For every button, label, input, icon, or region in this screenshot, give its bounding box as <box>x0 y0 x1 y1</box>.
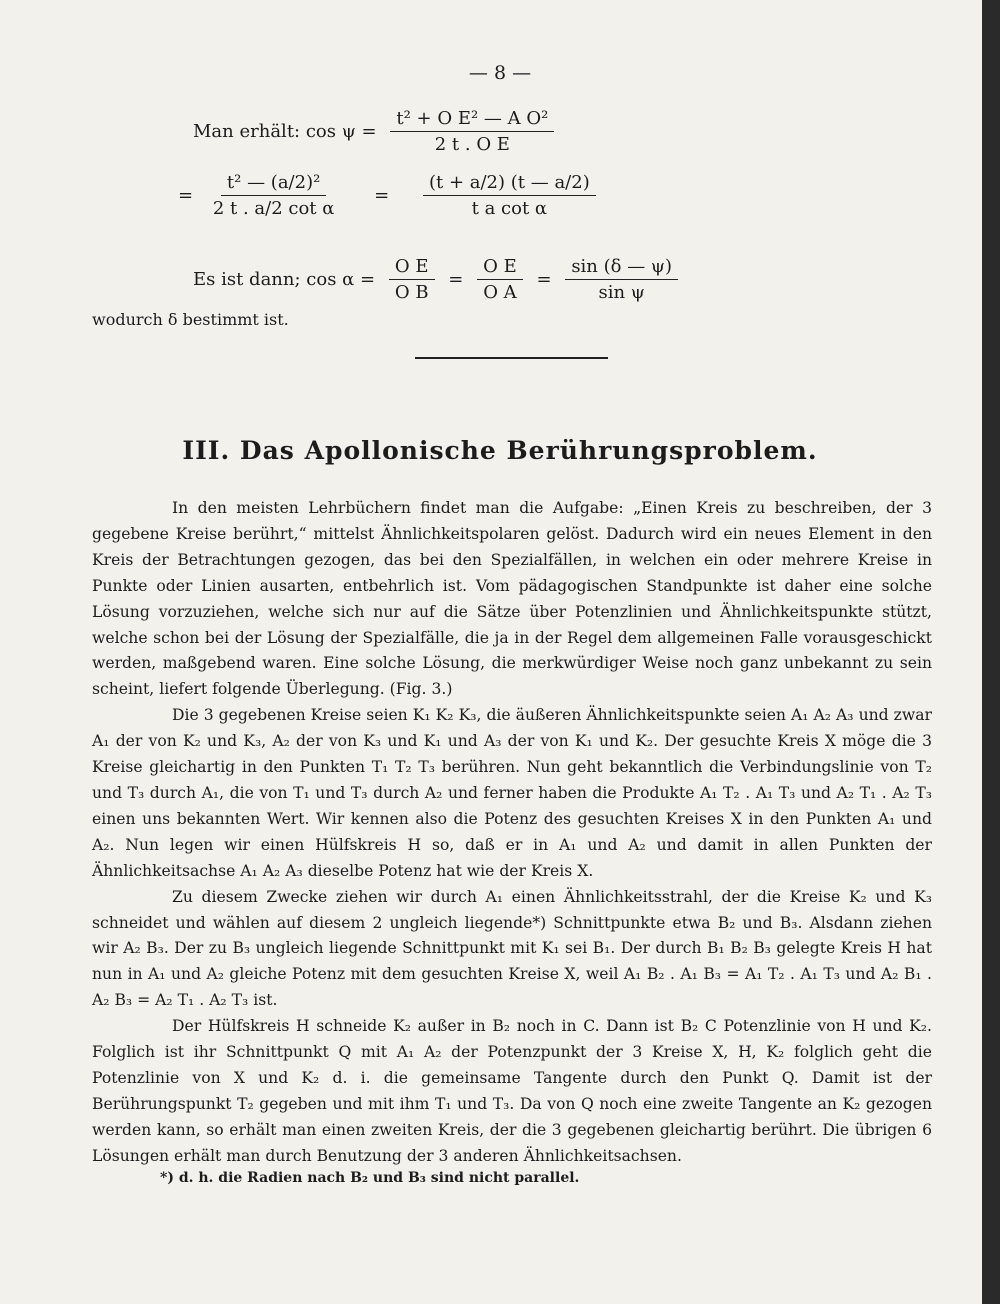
paragraph: In den meisten Lehrbüchern findet man die Aufgabe: „Einen Kreis zu beschreiben, der 3 gegebene Kreise berührt,“ mittelst Ähnlichkeitspolaren gelöst. Dadurch wird ein neues Element in den Kreis der Betrachtungen gezogen, das bei den Spezialfällen, in welchen ein oder mehrere Kreise in Punkte oder Linien ausarten, entbehrlich ist. Vom pädagogischen Standpunkte ist daher eine solche Lösung vorzuziehen, welche sich nur auf die Sätze über Potenzlinien und Ähnlichkeitspunkte stützt, welche schon bei der Lösung der Spezialfälle, die ja in der Regel dem allgemeinen Falle vorausgeschickt werden, maßgebend waren. Eine solche Lösung, die merkwürdiger Weise noch ganz unbekannt zu sein scheint, liefert folgende Überlegung. (Fig. 3.) <box>92 499 932 699</box>
equation-expansion <box>170 172 596 219</box>
body-text <box>92 496 932 1170</box>
fraction-first <box>207 172 341 219</box>
equals-sign: = <box>374 185 390 206</box>
footnote: *) d. h. die Radien nach B₂ und B₃ sind nicht parallel. <box>160 1170 580 1186</box>
fraction-numerator: O E <box>389 256 435 280</box>
paragraph: Die 3 gegebenen Kreise seien K₁ K₂ K₃, die äußeren Ähnlichkeitspunkte seien A₁ A₂ A₃ und zwar A₁ der von K₂ und K₃, A₂ der von K₃ und K₁ und A₃ der von K₁ und K₂. Der gesuchte Kreis X möge die 3 Kreise gleichartig in den Punkten T₁ T₂ T₃ berühren. Nun geht bekanntlich die Verbindungslinie von T₂ und T₃ durch A₁, die von T₁ und T₃ durch A₂ und ferner haben die Produkte A₁ T₂ . A₁ T₃ und A₂ T₁ . A₂ T₃ einen uns bekannten Wert. Wir kennen also die Potenz des gesuchten Kreises X in den Punkten A₁ und A₂. Nun legen wir einen Hülfskreis H so, daß er in A₁ und A₂ und damit in allen Punkten der Ähnlichkeitsachse A₁ A₂ A₃ dieselbe Potenz hat wie der Kreis X. <box>92 706 932 880</box>
fraction-oe-ob <box>389 256 435 303</box>
fraction-denominator: t a cot α <box>471 198 548 219</box>
equals-sign: = <box>536 269 552 290</box>
equals-sign: = <box>178 185 194 206</box>
fraction-denominator: sin ψ <box>598 282 645 303</box>
equation-cos-psi <box>185 108 554 155</box>
paragraph: Zu diesem Zwecke ziehen wir durch A₁ einen Ähnlichkeitsstrahl, der die Kreise K₂ und K₃ schneidet und wählen auf diesem 2 ungleich liegende*) Schnittpunkte etwa B₂ und B₃. Alsdann ziehen wir A₂ B₃. Der zu B₃ ungleich liegende Schnittpunkt mit K₁ sei B₁. Der durch B₁ B₂ B₃ gelegte Kreis H hat nun in A₁ und A₂ gleiche Potenz mit dem gesuchten Kreise X, weil A₁ B₂ . A₁ B₃ = A₁ T₂ . A₁ T₃ und A₂ B₁ . A₂ B₃ = A₂ T₁ . A₂ T₃ ist. <box>92 887 932 1010</box>
fraction-denominator: O B <box>394 282 429 303</box>
equation-conclusion: wodurch δ bestimmt ist. <box>92 310 289 329</box>
fraction-denominator: O A <box>483 282 517 303</box>
paragraph: Der Hülfskreis H schneide K₂ außer in B₂ noch in C. Dann ist B₂ C Potenzlinie von H und K₂. Folglich ist ihr Schnittpunkt Q mit A₁ A₂ der Potenzpunkt der 3 Kreise X, H, K₂ folglich geht die Potenzlinie von X und K₂ d. i. die gemeinsame Tangente durch den Punkt Q. Damit ist der Berührungspunkt T₂ gegeben und mit ihm T₁ und T₃. Da von Q noch eine zweite Tangente an K₂ gezogen werden kann, so erhält man einen zweiten Kreis, der die 3 gegebenen gleichartig berührt. Die übrigen 6 Lösungen erhält man durch Benutzung der 3 anderen Ähnlichkeitsachsen. <box>92 1017 932 1165</box>
fraction-second <box>423 172 596 219</box>
fraction-oe-oa <box>477 256 523 303</box>
fraction-sin <box>565 256 678 303</box>
fraction-numerator: t² + O E² — A O² <box>390 108 554 132</box>
section-divider <box>415 357 608 359</box>
equation-lead: Man erhält: cos ψ = <box>193 121 377 142</box>
fraction-numerator: O E <box>477 256 523 280</box>
fraction-cos-psi <box>390 108 554 155</box>
fraction-denominator: 2 t . a/2 cot α <box>212 198 335 219</box>
equation-lead: Es ist dann; cos α = <box>193 269 376 290</box>
page-number: — 8 — <box>468 62 532 84</box>
page-edge-shadow <box>982 0 1000 1304</box>
fraction-denominator: 2 t . O E <box>434 134 510 155</box>
equation-cos-alpha <box>185 256 678 303</box>
equals-sign: = <box>448 269 464 290</box>
fraction-numerator: t² — (a/2)² <box>221 172 326 196</box>
fraction-numerator: sin (δ — ψ) <box>565 256 678 280</box>
section-heading: III. Das Apollonische Berührungsproblem. <box>182 436 818 465</box>
fraction-numerator: (t + a/2) (t — a/2) <box>423 172 596 196</box>
